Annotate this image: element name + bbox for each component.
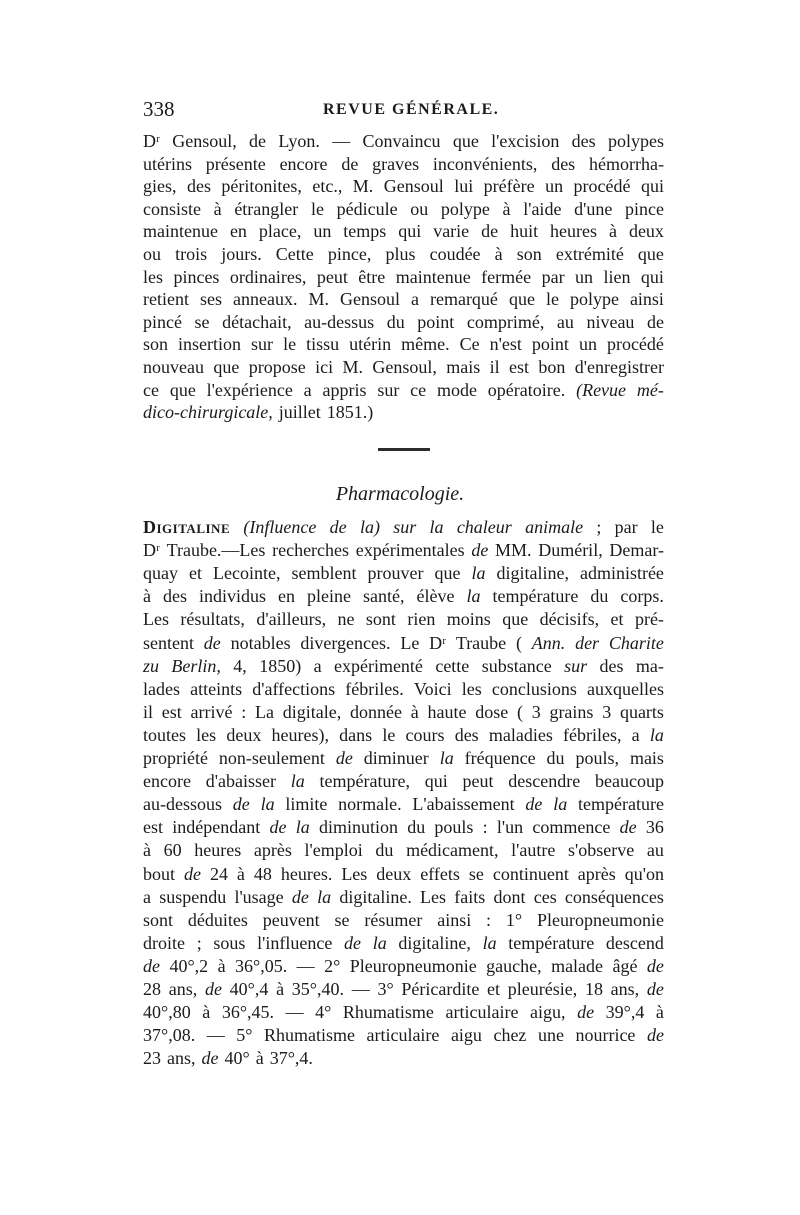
text-line: droite ; sous l'influence de la digitaline, la température descend	[143, 932, 664, 953]
text-line: encore d'abaisser la température, qui peut descendre beaucoup	[143, 771, 664, 792]
text-line: Digitaline (Influence de la) sur la chaleur animale ; par le	[143, 517, 664, 537]
text-line: gies, des péritonites, etc., M. Gensoul lui préfère un procédé qui	[143, 176, 664, 197]
text-line: pincé se détachait, au-dessus du point comprimé, au niveau de	[143, 311, 664, 332]
text-line: maintenue en place, un temps qui varie de huit heures à deux	[143, 221, 664, 242]
text-line: à des individus en pleine santé, élève la température du corps.	[143, 586, 664, 607]
text-line: lades atteints d'affections fébriles. Voici les conclusions auxquelles	[143, 678, 664, 699]
text-line: consiste à étrangler le pédicule ou polype à l'aide d'une pince	[143, 198, 664, 219]
text-line: dico-chirurgicale, juillet 1851.)	[143, 402, 374, 423]
text-line: au-dessous de la limite normale. L'abaissement de la température	[143, 794, 664, 815]
text-line: propriété non-seulement de diminuer la fréquence du pouls, mais	[143, 748, 664, 768]
text-line: 23 ans, de 40° à 37°,4.	[143, 1048, 313, 1069]
text-line: sentent de notables divergences. Le Dʳ Traube ( Ann. der Charite	[143, 632, 664, 653]
text-line: Les résultats, d'ailleurs, ne sont rien moins que décisifs, et pré-	[143, 609, 664, 630]
text-line: quay et Lecointe, semblent prouver que la digitaline, administrée	[143, 563, 664, 584]
text-line: 28 ans, de 40°,4 à 35°,40. — 3° Péricardite et pleurésie, 18 ans, de	[143, 979, 664, 999]
text-line: à 60 heures après l'emploi du médicament, l'autre s'observe au	[143, 840, 664, 861]
text-line: de 40°,2 à 36°,05. — 2° Pleuropneumonie gauche, malade âgé de	[143, 955, 664, 976]
running-head	[143, 96, 663, 126]
text-line: est indépendant de la diminution du pouls : l'un commence de 36	[143, 817, 664, 838]
text-line: utérins présente encore de graves inconvénients, des hémorrha-	[143, 153, 664, 174]
text-line: les pinces ordinaires, peut être maintenue fermée par un lien qui	[143, 266, 664, 287]
text-line: il est arrivé : La digitale, donnée à haute dose ( 3 grains 3 quarts	[143, 701, 664, 722]
text-line: nouveau que propose ici M. Gensoul, mais il est bon d'enregistrer	[143, 357, 664, 377]
text-line: son insertion sur le tissu utérin même. Ce n'est point un procédé	[143, 334, 664, 355]
text-line: 40°,80 à 36°,45. — 4° Rhumatisme articulaire aigu, de 39°,4 à	[143, 1002, 664, 1023]
text-line: sont déduites peuvent se résumer ainsi : 1° Pleuropneumonie	[143, 909, 664, 930]
section-title: Pharmacologie.	[335, 483, 465, 505]
running-title: REVUE GÉNÉRALE.	[323, 101, 500, 118]
text-line: toutes les deux heures), dans le cours des maladies fébriles, a la	[143, 724, 664, 745]
text-line: ou trois jours. Cette pince, plus coudée à son extrémité que	[143, 244, 664, 264]
page-number: 338	[143, 97, 175, 121]
text-line: a suspendu l'usage de la digitaline. Les faits dont ces conséquences	[143, 886, 664, 907]
section-divider	[378, 448, 430, 451]
text-line: ce que l'expérience a appris sur ce mode opératoire. (Revue mé-	[143, 379, 664, 400]
text-line: Dʳ Traube.—Les recherches expérimentales de MM. Duméril, Demar-	[143, 540, 664, 561]
text-line: retient ses anneaux. M. Gensoul a remarqué que le polype ainsi	[143, 289, 664, 310]
text-line: bout de 24 à 48 heures. Les deux effets se continuent après qu'on	[143, 863, 664, 884]
text-line: zu Berlin, 4, 1850) a expérimenté cette substance sur des ma-	[143, 655, 664, 676]
text-line: Dʳ Gensoul, de Lyon. — Convaincu que l'excision des polypes	[143, 131, 664, 151]
text-line: 37°,08. — 5° Rhumatisme articulaire aigu chez une nourrice de	[143, 1025, 664, 1046]
